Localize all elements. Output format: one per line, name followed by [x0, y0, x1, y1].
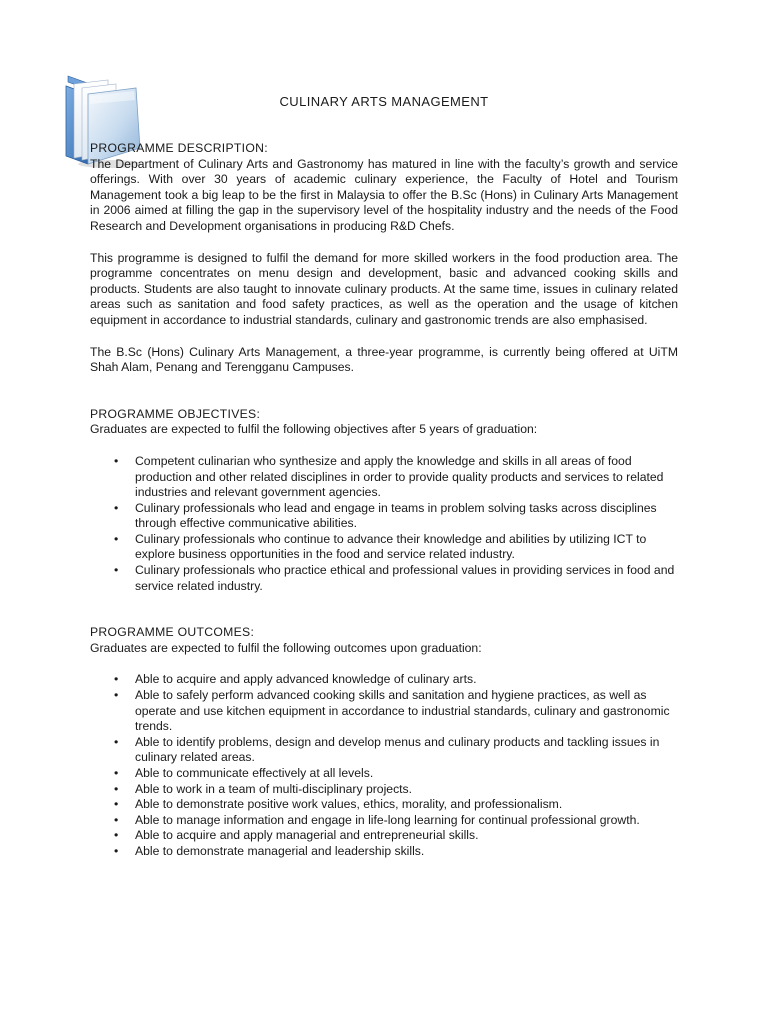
- document-page: [90, 94, 678, 860]
- document-title: CULINARY ARTS MANAGEMENT: [279, 94, 489, 109]
- objective-text: Culinary professionals who continue to advance their knowledge and abilities by utilizing ICT to explore business opportunities in the food and service related industry.: [135, 531, 647, 562]
- outcome-text: Able to identify problems, design and develop menus and culinary products and tackling issues in culinary related areas.: [135, 734, 660, 765]
- bullet-glyph: •: [114, 812, 119, 827]
- outcome-text: Able to safely perform advanced cooking skills and sanitation and hygiene practices, as well as operate and use kitchen equipment in accordance to industrial standards, culinary and gastronomic trends.: [135, 688, 670, 734]
- description-paragraph-3: The B.Sc (Hons) Culinary Arts Management, a three-year programme, is currently being offered at UiTM Shah Alam, Penang and Terengganu Campuses.: [90, 344, 678, 375]
- objective-text: Competent culinarian who synthesize and apply the knowledge and skills in all areas of food production and other related disciplines in order to provide quality products and services to related industries and relevant government agencies.: [135, 453, 664, 500]
- list-item: [90, 735, 678, 766]
- outcome-text: Able to manage information and engage in life-long learning for continual professional growth.: [135, 812, 640, 827]
- list-item: [90, 672, 678, 688]
- outcome-text: Able to work in a team of multi-disciplinary projects.: [135, 781, 413, 796]
- objectives-intro: Graduates are expected to fulfil the following objectives after 5 years of graduation:: [90, 422, 538, 437]
- outcome-text: Able to communicate effectively at all levels.: [135, 766, 374, 780]
- objectives-list: [90, 454, 678, 594]
- list-item: [90, 688, 678, 735]
- bullet-glyph: •: [114, 797, 119, 812]
- outcome-text: Able to demonstrate positive work values, ethics, morality, and professionalism.: [135, 797, 563, 812]
- list-item: [90, 797, 678, 813]
- description-heading: PROGRAMME DESCRIPTION:: [90, 141, 268, 155]
- list-item: [90, 828, 678, 844]
- list-item: [90, 532, 678, 563]
- bullet-glyph: •: [114, 843, 119, 858]
- outcomes-heading: PROGRAMME OUTCOMES:: [90, 625, 255, 640]
- objective-text: Culinary professionals who lead and engage in teams in problem solving tasks across disciplines through effective communicative abilities.: [135, 500, 657, 531]
- list-item: [90, 563, 678, 594]
- bullet-glyph: •: [114, 828, 119, 843]
- list-item: [90, 782, 678, 798]
- bullet-glyph: •: [114, 453, 119, 468]
- bullet-glyph: •: [114, 563, 119, 578]
- outcome-text: Able to acquire and apply managerial and entrepreneurial skills.: [135, 828, 479, 843]
- bullet-glyph: •: [114, 688, 119, 703]
- outcome-text: Able to acquire and apply advanced knowledge of culinary arts.: [135, 672, 477, 687]
- list-item: [90, 501, 678, 532]
- list-item: [90, 454, 678, 501]
- bullet-glyph: •: [114, 734, 119, 749]
- bullet-glyph: •: [114, 766, 119, 780]
- list-item: [90, 844, 678, 860]
- outcome-text: Able to demonstrate managerial and leadership skills.: [135, 843, 425, 858]
- bullet-glyph: •: [114, 672, 119, 687]
- objectives-heading: PROGRAMME OBJECTIVES:: [90, 406, 261, 421]
- list-item: [90, 766, 678, 782]
- outcomes-intro: Graduates are expected to fulfil the following outcomes upon graduation:: [90, 640, 482, 655]
- bullet-glyph: •: [114, 781, 119, 796]
- description-paragraph-2: This programme is designed to fulfil the demand for more skilled workers in the food production area. The programme concentrates on menu design and development, basic and advanced cooking skills and products. Students are also taught to innovate culinary products. At the same time, issues in culinary related areas such as sanitation and food safety practices, as well as the operation and the usage of kitchen equipment in accordance to industrial standards, culinary and gastronomic trends are also emphasised.: [90, 250, 678, 327]
- description-paragraph-1: The Department of Culinary Arts and Gastronomy has matured in line with the faculty’s growth and service offerings. With over 30 years of academic culinary experience, the Faculty of Hotel and Tourism Management took a big leap to be the first in Malaysia to offer the B.Sc (Hons) in Culinary Arts Management in 2006 aimed at filling the gap in the supervisory level of the hospitality industry and the needs of the Food Research and Development organisations in producing R&D Chefs.: [90, 156, 678, 233]
- list-item: [90, 813, 678, 829]
- bullet-glyph: •: [114, 531, 119, 546]
- objective-text: Culinary professionals who practice ethical and professional values in providing services in food and service related industry.: [135, 563, 675, 593]
- bullet-glyph: •: [114, 500, 119, 515]
- outcomes-list: [90, 672, 678, 859]
